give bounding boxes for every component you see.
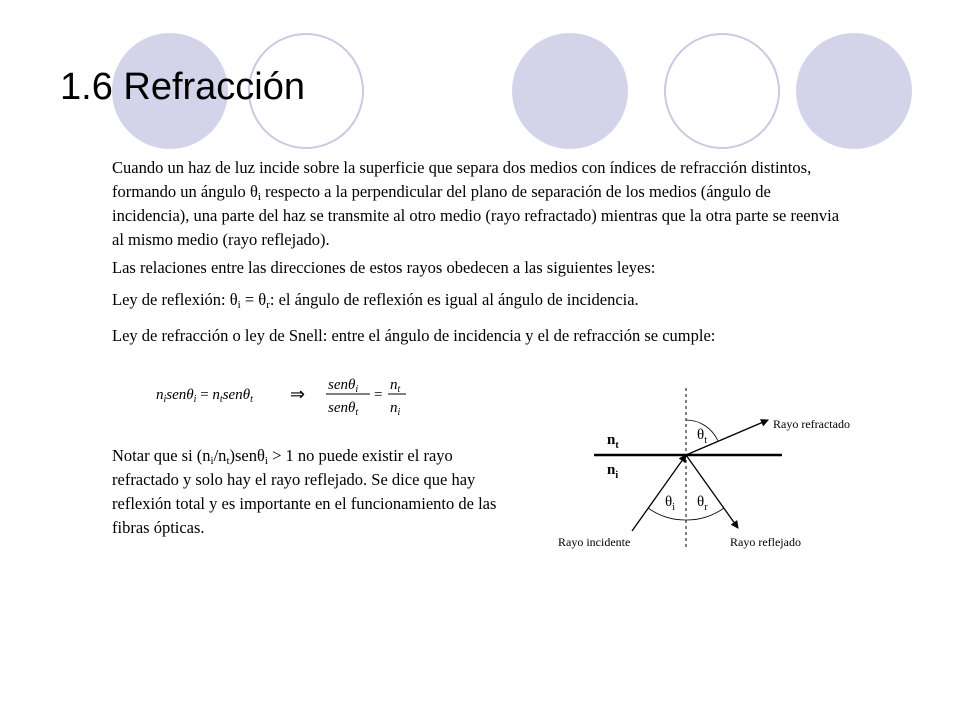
snell-formula: [150, 368, 420, 424]
reflection-equals: =: [240, 290, 259, 309]
reflection-law-paragraph: [112, 288, 852, 312]
decor-circle-3: [512, 33, 628, 149]
reflection-sub-r: r: [266, 299, 270, 311]
note-pre: Notar que si (n: [112, 446, 211, 465]
n-i-label: $n_i$: [607, 462, 619, 481]
reflected-ray: [686, 455, 738, 528]
theta-r-label: $\theta_r$: [697, 494, 708, 513]
implies-arrow: ⇒: [290, 384, 306, 404]
reflected-ray-label: Rayo reflejado: [730, 535, 801, 549]
intro-theta-sub: i: [257, 191, 261, 203]
formula-lhs: $n_isen\theta_i = n_tsen\theta_t$: [156, 387, 253, 405]
note-sub-t: t: [226, 455, 230, 467]
intro-text-post: respecto a la perpendicular del plano de separación de los medios (ángulo de incidencia), una parte del haz se transmite al otro medio (rayo refractado) mientras que la otra parte se reenvia al mismo medio (rayo reflejado).: [112, 182, 840, 249]
incident-ray-label: Rayo incidente: [558, 535, 631, 549]
theta-i-label: $\theta_i$: [665, 494, 675, 513]
note-sub-i: i: [210, 455, 214, 467]
n-t-label: $n_t$: [607, 432, 619, 451]
intro-theta: θ: [249, 182, 258, 201]
intro-paragraph: [112, 156, 852, 252]
decor-circle-4: [664, 33, 780, 149]
total-reflection-note: [112, 444, 522, 540]
intro-text-pre: Cuando un haz de luz incide sobre la superficie que separa dos medios con índices de refracción distintos, formando un ángulo: [112, 158, 812, 201]
reflection-law-pre: Ley de reflexión:: [112, 290, 230, 309]
formula-num-left: senθ$_i$: [328, 377, 359, 395]
snell-law-paragraph: Ley de refracción o ley de Snell: entre el ángulo de incidencia y el de refracción se cumple:: [112, 326, 716, 345]
formula-den-left: senθ$_t$: [328, 400, 359, 418]
formula-den-right: $n_i$: [390, 400, 401, 418]
note-slash: /n: [213, 446, 227, 465]
reflection-sub-i: i: [237, 299, 241, 311]
refracted-ray-label: Rayo refractado: [773, 417, 850, 431]
reflection-theta-r: θ: [258, 290, 267, 309]
slide-title: 1.6 Refracción: [60, 66, 306, 108]
reflection-theta-i: θ: [229, 290, 238, 309]
note-mid: )senθ: [229, 446, 265, 465]
decor-circle-5: [796, 33, 912, 149]
refraction-diagram: [540, 386, 900, 556]
formula-equals: =: [374, 387, 383, 403]
theta-t-label: $\theta_t$: [697, 427, 707, 446]
note-post: > 1 no puede existir el rayo refractado y solo hay el rayo reflejado. Se dice que hay reflexión total y es importante en el funcionamiento de las fibras ópticas.: [112, 446, 497, 537]
reflection-law-post: : el ángulo de reflexión es igual al ángulo de incidencia.: [269, 290, 639, 309]
formula-num-right: $n_t$: [390, 377, 401, 395]
laws-paragraph: Las relaciones entre las direcciones de estos rayos obedecen a las siguientes leyes:: [112, 258, 656, 277]
note-sub-i2: i: [264, 455, 268, 467]
